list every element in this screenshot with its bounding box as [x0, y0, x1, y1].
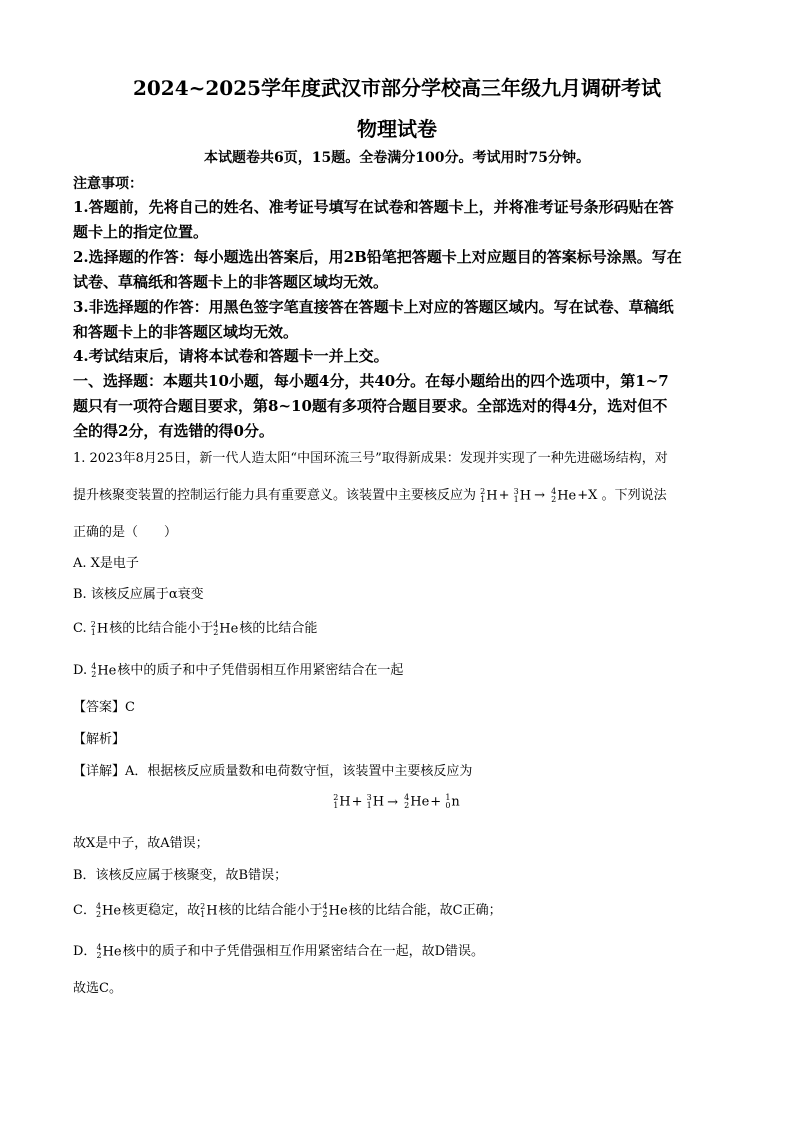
- q1-option-d: D. 4 2 He核中的质子和中子凭借弱相互作用紧密结合在一起: [73, 661, 404, 679]
- subject-title: 物理试卷: [357, 117, 437, 141]
- q1-detail-c: C． 4 2 He核更稳定，故 2 1 H核的比结合能小于 4 2 He核的比结合能，故C正确；: [73, 901, 502, 919]
- reaction-equation: 2 1 H+ 3 1 H → 4 2 He+X: [480, 486, 598, 504]
- notice-line-4: 试卷、草稿纸和答题卡上的非答题区域均无效。: [73, 273, 389, 291]
- q1-option-c: C. 2 1 H核的比结合能小于 4 2 He核的比结合能: [73, 619, 318, 637]
- q1-detail-b: B．该核反应属于核聚变，故B错误；: [73, 868, 288, 883]
- notice-line-5: 3.非选择题的作答：用黑色签字笔直接答在答题卡上对应的答题区域内。写在试卷、草稿纸: [73, 298, 674, 316]
- notice-line-2: 题卡上的指定位置。: [73, 223, 209, 241]
- q1-option-a: A. X是电子: [73, 556, 139, 571]
- exam-title: 2024~2025学年度武汉市部分学校高三年级九月调研考试: [132, 76, 662, 100]
- section-line-2: 题只有一项符合题目要求，第8~10题有多项符合题目要求。全部选对的得4分，选对但不: [73, 397, 668, 415]
- q1-analysis-label: 【解析】: [73, 732, 126, 747]
- q1-detail-a: 【详解】A．根据核反应质量数和电荷数守恒，该装置中主要核反应为: [73, 764, 473, 779]
- q1-final-choice: 故选C。: [73, 981, 122, 996]
- q1-stem-line-1: 1. 2023年8月25日，新一代人造太阳“中国环流三号”取得新成果：发现并实现了一种先进磁场结构，对: [73, 451, 668, 466]
- notice-line-1: 1.答题前，先将自己的姓名、准考证号填写在试卷和答题卡上，并将准考证号条形码贴在答: [73, 198, 674, 216]
- notice-line-3: 2.选择题的作答：每小题选出答案后，用2B铅笔把答题卡上对应题目的答案标号涂黑。写在: [73, 248, 682, 266]
- q1-answer: 【答案】C: [73, 700, 135, 715]
- q1-detail-d: D． 4 2 He核中的质子和中子凭借强相互作用紧密结合在一起，故D错误。: [73, 942, 484, 960]
- notice-heading: 注意事项：: [73, 176, 143, 192]
- q1-conclusion-a: 故X是中子，故A错误；: [73, 836, 209, 851]
- notice-line-6: 和答题卡上的非答题区域均无效。: [73, 323, 299, 341]
- q1-stem-line-2: 提升核聚变装置的控制运行能力具有重要意义。该装置中主要核反应为 2 1 H+ 3 1 H → 4 2 He+X 。下列说法: [73, 486, 667, 504]
- full-reaction-equation: 2 1 H+ 3 1 H → 4 2 He+ 1 0 n: [333, 793, 460, 810]
- notice-line-7: 4.考试结束后，请将本试卷和答题卡一并上交。: [73, 347, 389, 365]
- exam-info: 本试题卷共6页，15题。全卷满分100分。考试用时75分钟。: [204, 150, 590, 166]
- q1-option-b: B. 该核反应属于α衰变: [73, 587, 204, 602]
- section-line-1: 一、选择题：本题共10小题，每小题4分，共40分。在每小题给出的四个选项中，第1~7: [73, 372, 669, 390]
- section-line-3: 全的得2分，有选错的得0分。: [73, 422, 274, 440]
- q1-stem-line-3: 正确的是（ ）: [73, 525, 178, 540]
